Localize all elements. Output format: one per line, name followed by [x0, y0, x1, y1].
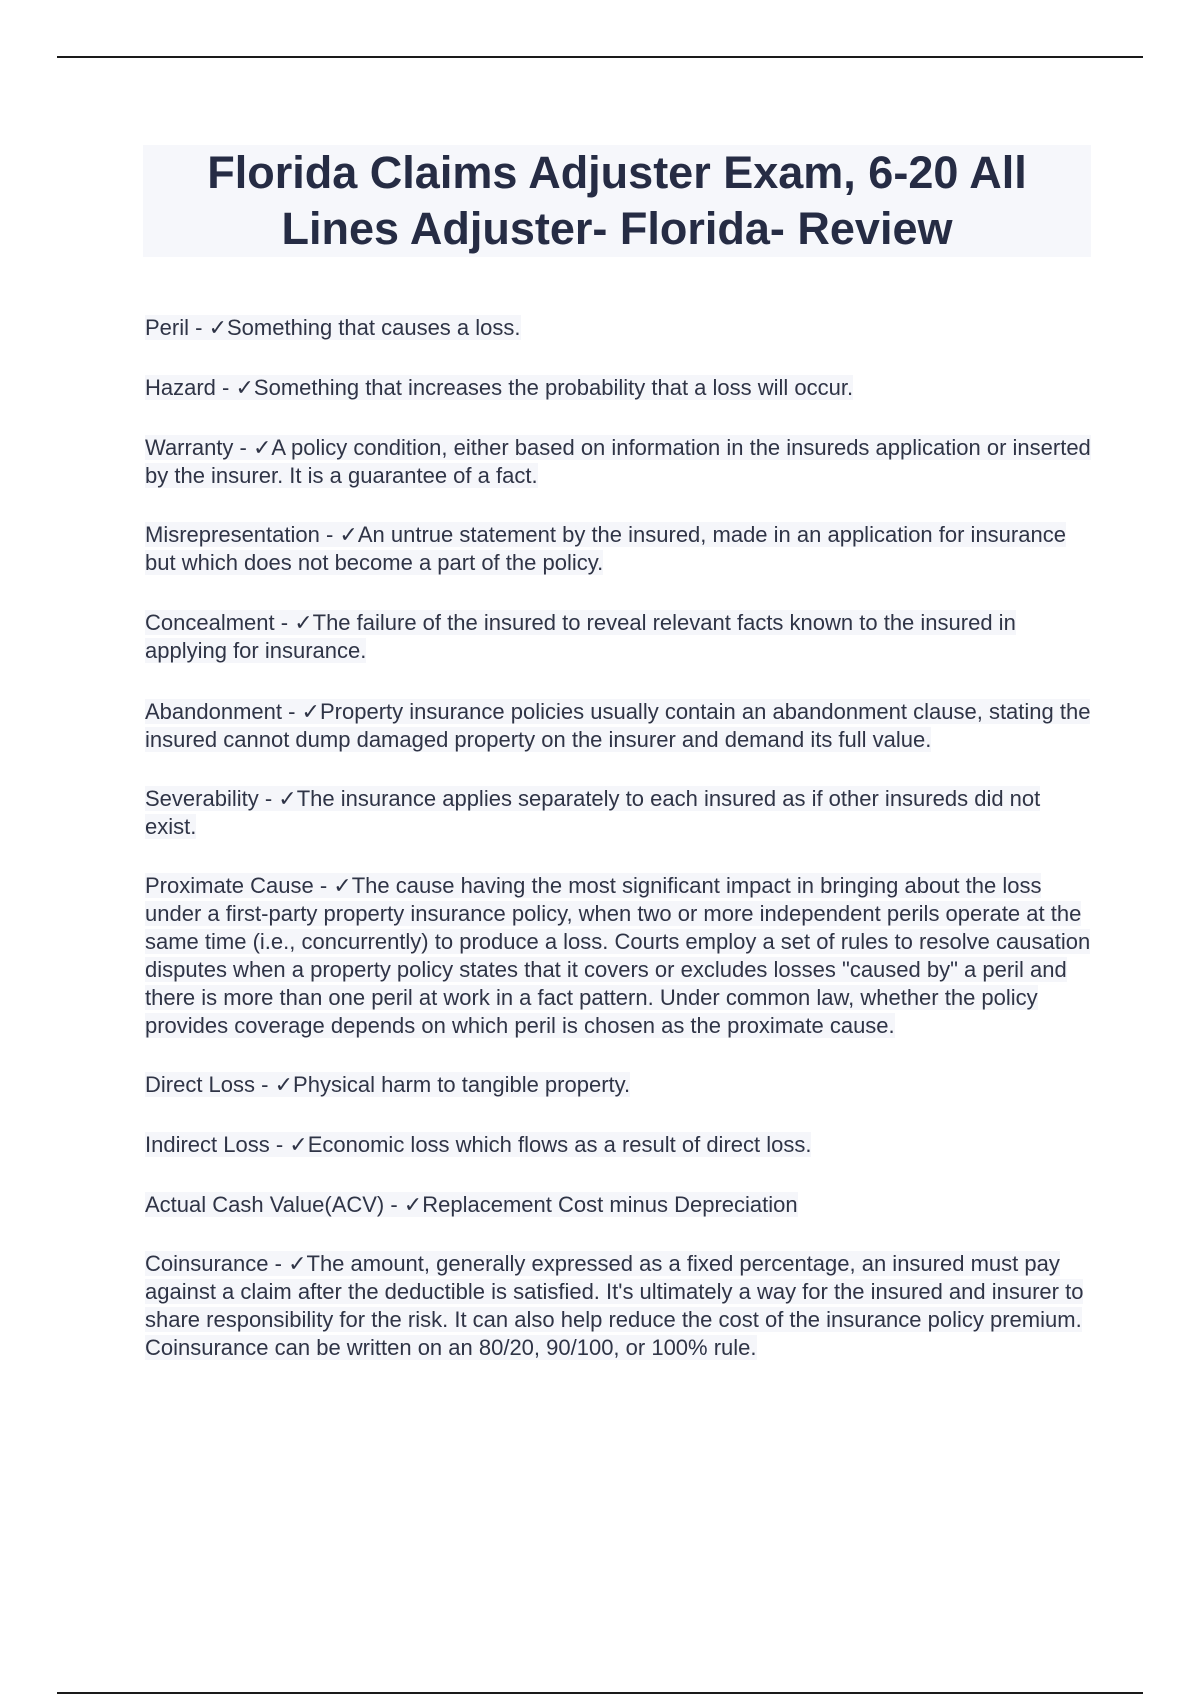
- check-icon: - ✓: [189, 315, 227, 340]
- entry-text: [145, 1072, 630, 1097]
- entry-text: [145, 786, 1040, 839]
- entry-text: [145, 610, 1016, 663]
- entry-text: [145, 873, 1090, 1038]
- title-banner: [143, 145, 1091, 257]
- check-icon: - ✓: [313, 873, 352, 898]
- entry-definition: Something that increases the probability that a loss will occur.: [253, 375, 854, 400]
- entry-definition: The amount, generally expressed as a fixed percentage, an insured must pay against a claim after the deductible is satisfied. It's ultimately a way for the insured and insurer to share responsibility for the risk. It can also help reduce the cost of the insurance policy premium. Coinsurance can be written on an 80/20, 90/100, or 100% rule.: [145, 1251, 1084, 1360]
- entry-term: Misrepresentation: [145, 522, 320, 547]
- entry-term: Proximate Cause: [145, 873, 314, 898]
- check-icon: - ✓: [384, 1192, 423, 1217]
- entry-definition: Physical harm to tangible property.: [293, 1072, 631, 1097]
- entry-text: [145, 435, 1091, 488]
- entry-definition: A policy condition, either based on information in the insureds application or inserted by the insurer. It is a guarantee of a fact.: [145, 435, 1091, 488]
- entry-term: Concealment: [145, 610, 275, 635]
- entry-definition: The failure of the insured to reveal relevant facts known to the insured in applying for insurance.: [145, 610, 1016, 663]
- entry-term: Peril: [145, 315, 190, 340]
- entry-text: [145, 315, 521, 340]
- glossary-entry-direct-loss: [145, 1071, 1095, 1099]
- entry-definition: An untrue statement by the insured, made in an application for insurance but which does not become a part of the policy.: [145, 522, 1066, 575]
- bottom-rule: [57, 1692, 1143, 1694]
- top-rule: [57, 56, 1143, 58]
- entry-term: Abandonment: [145, 699, 282, 724]
- check-icon: - ✓: [258, 786, 297, 811]
- glossary-entry-warranty: [145, 434, 1095, 490]
- check-icon: - ✓: [282, 699, 320, 724]
- glossary-entry-indirect-loss: [145, 1131, 1095, 1159]
- glossary-entry-misrepresentation: [145, 521, 1095, 577]
- check-icon: - ✓: [255, 1072, 294, 1097]
- entry-definition: Property insurance policies usually contain an abandonment clause, stating the insured cannot dump damaged property on the insurer and demand its full value.: [145, 699, 1091, 752]
- entry-term: Warranty: [145, 435, 234, 460]
- entry-text: [145, 1132, 811, 1157]
- entry-term: Coinsurance: [145, 1251, 269, 1276]
- check-icon: - ✓: [269, 1132, 308, 1157]
- glossary-entry-proximate-cause: [145, 872, 1095, 1040]
- glossary-entry-hazard: [145, 374, 1095, 402]
- glossary-entry-coinsurance: [145, 1250, 1095, 1362]
- entry-definition: The cause having the most significant impact in bringing about the loss under a first-party property insurance policy, when two or more independent perils operate at the same time (i.e., concurrently) to produce a loss. Courts employ a set of rules to resolve causation disputes when a property policy states that it covers or excludes losses "caused by" a peril and there is more than one peril at work in a fact pattern. Under common law, whether the policy provides coverage depends on which peril is chosen as the proximate cause.: [145, 873, 1091, 1038]
- entry-text: [145, 699, 1090, 752]
- entry-term: Indirect Loss: [145, 1132, 270, 1157]
- check-icon: - ✓: [233, 435, 272, 460]
- check-icon: - ✓: [319, 522, 358, 547]
- glossary-entry-abandonment: [145, 698, 1095, 754]
- entry-term: Severability: [145, 786, 259, 811]
- document-title: Florida Claims Adjuster Exam, 6-20 All Lines Adjuster- Florida- Review: [207, 147, 1027, 254]
- check-icon: - ✓: [274, 610, 313, 635]
- glossary-entry-severability: [145, 785, 1095, 841]
- entry-text: [145, 375, 853, 400]
- glossary-list: [145, 314, 1095, 1362]
- check-icon: - ✓: [215, 375, 254, 400]
- entry-definition: The insurance applies separately to each insured as if other insureds did not exist.: [145, 786, 1041, 839]
- entry-term: Actual Cash Value(ACV): [145, 1192, 385, 1217]
- entry-term: Hazard: [145, 375, 216, 400]
- check-icon: - ✓: [268, 1251, 307, 1276]
- entry-text: [145, 522, 1066, 575]
- entry-definition: Replacement Cost minus Depreciation: [422, 1192, 798, 1217]
- entry-definition: Something that causes a loss.: [227, 315, 521, 340]
- glossary-entry-concealment: [145, 609, 1095, 665]
- entry-text: [145, 1251, 1083, 1360]
- glossary-entry-actual-cash-value: [145, 1191, 1095, 1219]
- glossary-entry-peril: [145, 314, 1095, 342]
- entry-text: [145, 1192, 798, 1217]
- entry-term: Direct Loss: [145, 1072, 256, 1097]
- entry-definition: Economic loss which flows as a result of direct loss.: [307, 1132, 812, 1157]
